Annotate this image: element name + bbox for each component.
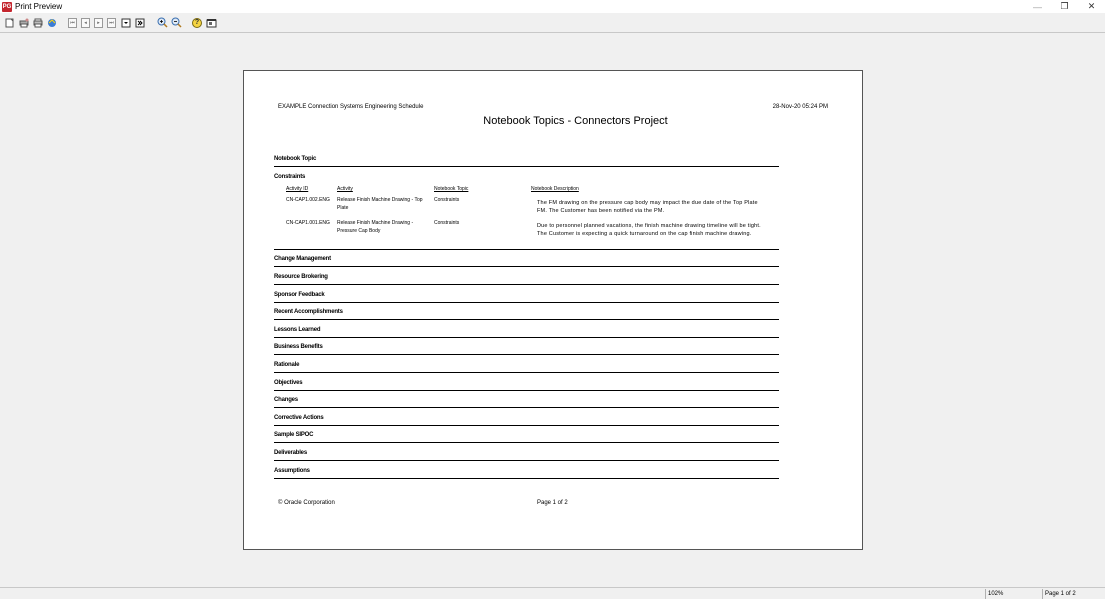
section-resource-brokering: Resource Brokering	[274, 274, 328, 280]
first-page-icon[interactable]: ⏮	[68, 18, 77, 28]
zoom-in-icon[interactable]	[156, 17, 168, 29]
col-activity: Activity	[337, 186, 353, 192]
section-sample-sipoc: Sample SIPOC	[274, 432, 314, 438]
col-activity-id: Activity ID	[286, 186, 309, 192]
report-header-date: 28-Nov-20 05:24 PM	[772, 104, 828, 110]
cell-description: Due to personnel planned vacations, the finish machine drawing timeline will be tight. The Customer is expecting a quick turnaround on the cap finish machine drawing.	[537, 223, 761, 237]
report-footer-page: Page 1 of 2	[537, 500, 568, 506]
previous-page-icon[interactable]: ◂	[81, 18, 90, 28]
page-setup-icon[interactable]	[4, 17, 16, 29]
last-page-icon[interactable]: ⏭	[107, 18, 116, 28]
cell-description: The FM drawing on the pressure cap body may impact the due date of the Top Plate FM. The Customer has been notified via the PM.	[537, 200, 758, 214]
cell-topic: Constraints	[434, 220, 460, 226]
cell-activity: Release Finish Machine Drawing - Top Plate	[337, 197, 423, 211]
next-page-icon[interactable]: ▸	[94, 18, 103, 28]
page-indicator: Page 1 of 2	[1042, 589, 1105, 599]
section-change-management: Change Management	[274, 256, 331, 262]
column-section-header: Notebook Topic	[274, 156, 317, 162]
goto-page-icon[interactable]	[134, 17, 146, 29]
section-business-benefits: Business Benefits	[274, 344, 323, 350]
section-rationale: Rationale	[274, 362, 300, 368]
title-bar	[0, 0, 1105, 13]
preview-canvas[interactable]	[0, 33, 1105, 587]
zoom-out-icon[interactable]	[170, 17, 182, 29]
cell-activity-id: CN-CAP1.001.ENG	[286, 220, 330, 226]
report-page	[243, 70, 863, 550]
zoom-level: 102%	[985, 589, 1042, 599]
report-footer-copyright: © Oracle Corporation	[278, 500, 335, 506]
section-sponsor-feedback: Sponsor Feedback	[274, 292, 325, 298]
print-setup-icon[interactable]	[18, 17, 30, 29]
print-icon[interactable]	[32, 17, 44, 29]
cell-topic: Constraints	[434, 197, 460, 203]
section-changes: Changes	[274, 397, 298, 403]
page-down-icon[interactable]	[120, 17, 132, 29]
section-recent-accomplishments: Recent Accomplishments	[274, 309, 343, 315]
window-title: Print Preview	[15, 2, 63, 11]
cell-activity-id: CN-CAP1.002.ENG	[286, 197, 330, 203]
window-controls	[1024, 0, 1105, 13]
section-deliverables: Deliverables	[274, 450, 307, 456]
minimize-button[interactable]: —	[1033, 1, 1042, 12]
section-assumptions: Assumptions	[274, 468, 310, 474]
report-header-left: EXAMPLE Connection Systems Engineering Schedule	[278, 104, 424, 110]
restore-button[interactable]: ❐	[1060, 1, 1069, 11]
section-objectives: Objectives	[274, 380, 303, 386]
publish-icon[interactable]	[46, 17, 58, 29]
status-bar	[0, 587, 1105, 599]
cell-activity: Release Finish Machine Drawing - Pressure Cap Body	[337, 220, 414, 234]
app-icon: PG	[2, 3, 12, 10]
section-lessons-learned: Lessons Learned	[274, 327, 321, 333]
help-icon[interactable]: ?	[192, 18, 202, 28]
col-notebook-description: Notebook Description	[531, 186, 579, 192]
close-preview-icon[interactable]	[205, 17, 217, 29]
col-notebook-topic: Notebook Topic	[434, 186, 469, 192]
section-corrective-actions: Corrective Actions	[274, 415, 324, 421]
toolbar	[0, 13, 1105, 33]
close-button[interactable]: ✕	[1087, 1, 1096, 11]
report-title: Notebook Topics - Connectors Project	[483, 115, 668, 127]
section-constraints: Constraints	[274, 174, 306, 180]
